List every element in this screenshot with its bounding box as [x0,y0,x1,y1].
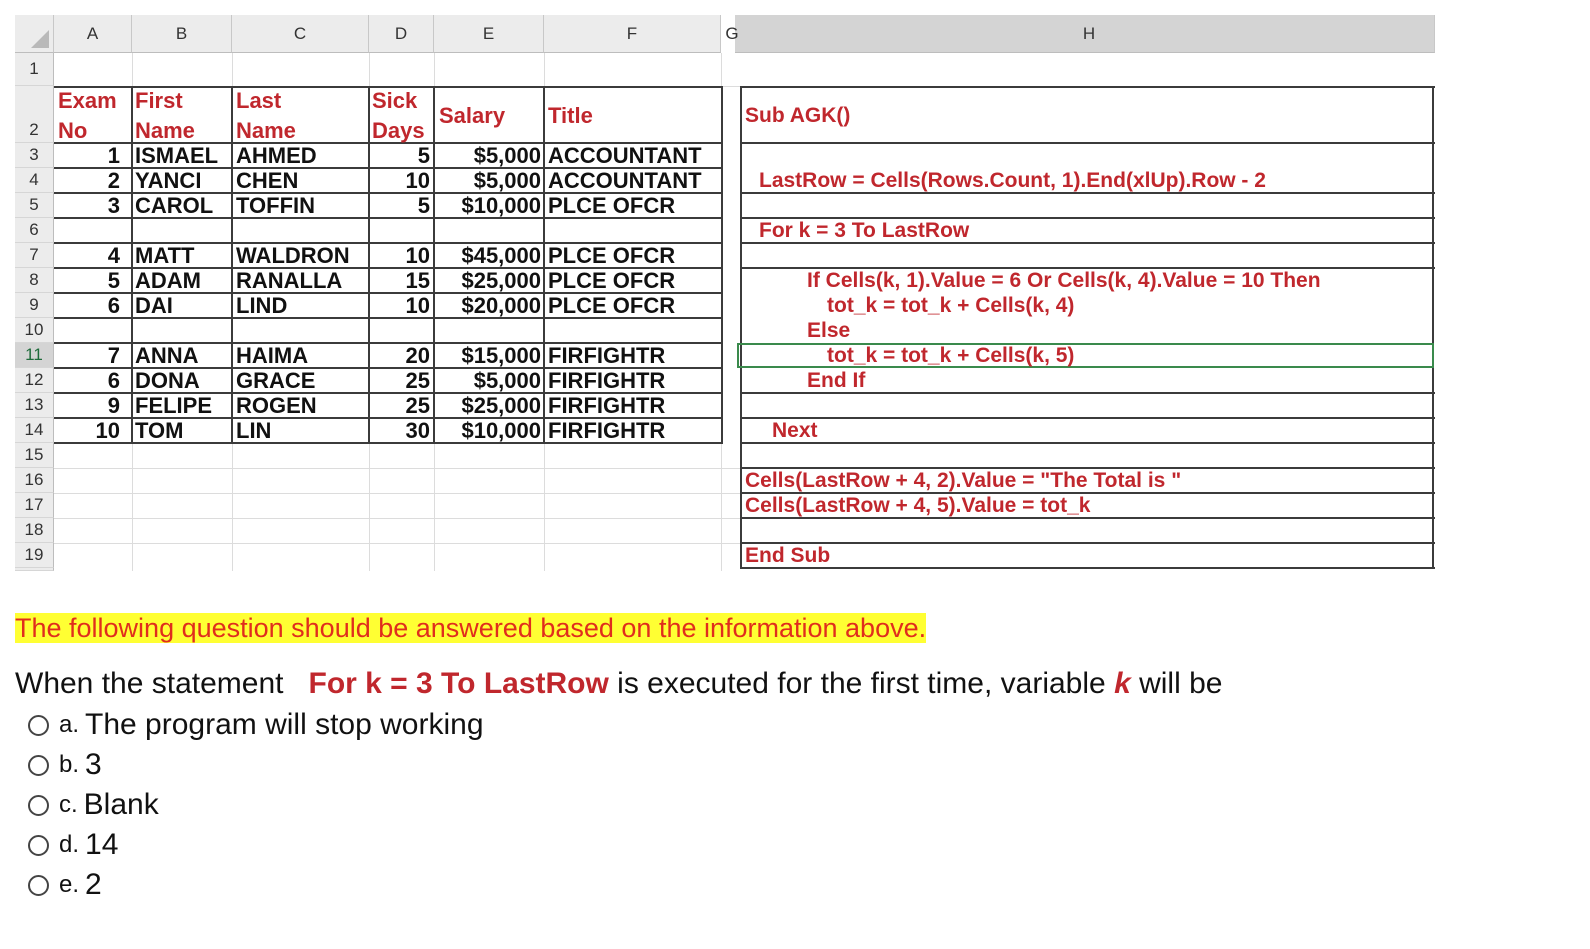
option-d-text: 14 [85,828,119,861]
cell-last-name: WALDRON [236,243,350,268]
row-header-7: 7 [15,243,54,268]
row-header-9: 9 [15,293,54,318]
prompt-code: For k = 3 To LastRow [308,667,609,700]
column-header-h: H [1082,24,1096,43]
code-box-border [740,417,1435,419]
cell-sick-days: 10 [405,243,430,268]
header-first-line1: First [135,88,183,113]
cell-salary: $25,000 [461,268,541,293]
code-box-border [740,86,1435,88]
option-c-letter: c. [59,791,78,818]
code-box-border [740,86,742,569]
cell-last-name: HAIMA [236,343,309,368]
option-b-letter: b. [59,751,80,778]
cell-sick-days: 10 [405,293,430,318]
cell-title: PLCE OFCR [548,268,676,293]
code-box-border [740,542,1435,544]
row-header-18: 18 [15,518,54,543]
column-header-d: D [369,15,434,53]
cell-first-name: DONA [135,368,200,393]
cell-last-name: AHMED [236,143,317,168]
row-header-13: 13 [15,393,54,418]
header-sick-line1: Sick [372,88,418,113]
spreadsheet-image [15,15,1435,571]
cell-sick-days: 15 [405,268,430,293]
cell-exam-no: 5 [107,268,120,293]
table-border [368,86,370,444]
option-c-text: Blank [83,788,159,821]
cell-sick-days: 30 [405,418,430,443]
cell-exam-no: 1 [107,143,120,168]
code-line-tot1: tot_k = tot_k + Cells(k, 4) [827,294,1075,317]
cell-salary: $5,000 [473,368,541,393]
cell-salary: $10,000 [461,193,541,218]
header-last-line1: Last [236,88,282,113]
table-border [721,86,723,444]
cell-last-name: RANALLA [236,268,343,293]
cell-first-name: TOM [135,418,184,443]
cell-first-name: MATT [135,243,195,268]
code-box-border [740,142,1435,144]
cell-sick-days: 25 [405,368,430,393]
row-header-14: 14 [15,418,54,443]
cell-last-name: GRACE [236,368,316,393]
cell-title: FIRFIGHTR [548,343,666,368]
code-line-cells2: Cells(LastRow + 4, 5).Value = tot_k [745,494,1091,517]
radio-c-icon[interactable] [28,795,49,816]
row-header-11: 11 [15,343,54,368]
header-exam-no-line1: Exam [58,88,117,113]
cell-salary: $5,000 [473,143,541,168]
column-header-b: B [132,15,232,53]
row-header-19: 19 [15,543,54,568]
cell-salary: $20,000 [461,293,541,318]
code-line-next: Next [772,419,818,442]
option-b[interactable] [28,748,102,782]
cell-last-name: CHEN [236,168,299,193]
option-e-text: 2 [85,868,102,901]
cell-first-name: ADAM [135,268,201,293]
cell-salary: $5,000 [473,168,541,193]
cell-exam-no: 3 [107,193,120,218]
code-line-sub: Sub AGK() [745,104,851,127]
option-e-letter: e. [59,871,80,898]
prompt-end: will be [1139,667,1223,700]
option-d-letter: d. [59,831,80,858]
header-exam-no-line2: No [58,118,88,143]
cell-sick-days: 5 [417,193,430,218]
cell-first-name: DAI [135,293,173,318]
header-last-line2: Name [236,118,296,143]
instruction-text: The following question should be answered based on the information above. [15,613,927,643]
code-line-lastrow: LastRow = Cells(Rows.Count, 1).End(xlUp).Row - 2 [759,169,1266,192]
column-header-g: G [725,24,739,43]
cell-title: ACCOUNTANT [548,143,702,168]
code-line-endif: End If [807,369,866,392]
cell-sick-days: 10 [405,168,430,193]
code-line-cells1: Cells(LastRow + 4, 2).Value = "The Total is " [745,469,1182,492]
code-line-for: For k = 3 To LastRow [759,219,970,242]
option-a[interactable] [28,708,484,742]
cell-last-name: LIND [236,293,288,318]
code-box-border [740,567,1435,569]
cell-first-name: YANCI [135,168,202,193]
header-title: Title [548,103,593,128]
cell-title: ACCOUNTANT [548,168,702,193]
table-border [231,86,233,444]
cell-last-name: ROGEN [236,393,317,418]
cell-title: PLCE OFCR [548,193,676,218]
prompt-mid: is executed for the first time, variable [617,667,1106,700]
cell-first-name: ISMAEL [135,143,219,168]
column-header-c: C [232,15,369,53]
option-d[interactable] [28,828,118,862]
option-a-letter: a. [59,711,80,738]
row-header-8: 8 [15,268,54,293]
row-header-17: 17 [15,493,54,518]
row-header-10: 10 [15,318,54,343]
cell-first-name: CAROL [135,193,214,218]
column-header-a: A [54,15,132,53]
cell-title: FIRFIGHTR [548,393,666,418]
option-a-text: The program will stop working [85,708,484,741]
cell-title: FIRFIGHTR [548,368,666,393]
cell-first-name: ANNA [135,343,199,368]
radio-d-icon[interactable] [28,835,49,856]
row-header-20-partial [15,568,54,571]
row-header-16: 16 [15,468,54,493]
cell-exam-no: 6 [107,293,120,318]
cell-exam-no: 10 [95,418,120,443]
cell-title: PLCE OFCR [548,243,676,268]
cell-sick-days: 5 [417,143,430,168]
cell-sick-days: 20 [405,343,430,368]
table-border [131,86,133,444]
cell-exam-no: 6 [107,368,120,393]
cell-last-name: LIN [236,418,272,443]
cell-last-name: TOFFIN [236,193,316,218]
table-border [433,86,435,444]
code-line-tot2: tot_k = tot_k + Cells(k, 5) [827,344,1075,367]
cell-exam-no: 2 [107,168,120,193]
option-e[interactable] [28,868,102,902]
question-prompt [15,667,1222,701]
prompt-start: When the statement [15,667,284,700]
cell-title: PLCE OFCR [548,293,676,318]
cell-sick-days: 25 [405,393,430,418]
row-header-1: 1 [15,53,54,86]
cell-exam-no: 9 [107,393,120,418]
option-c[interactable] [28,788,159,822]
code-line-endsub: End Sub [745,544,831,567]
select-all-corner [15,15,54,53]
header-salary: Salary [439,103,506,128]
cell-salary: $25,000 [461,393,541,418]
cell-salary: $45,000 [461,243,541,268]
radio-a-icon[interactable] [28,715,49,736]
cell-salary: $15,000 [461,343,541,368]
cell-exam-no: 7 [107,343,120,368]
cell-first-name: FELIPE [135,393,213,418]
row-header-4: 4 [15,168,54,193]
header-first-line2: Name [135,118,195,143]
row-header-3: 3 [15,143,54,168]
row-header-2: 2 [15,86,54,143]
radio-e-icon[interactable] [28,875,49,896]
row-header-12: 12 [15,368,54,393]
code-line-if: If Cells(k, 1).Value = 6 Or Cells(k, 4).Value = 10 Then [807,269,1321,292]
code-box-border [1432,86,1434,569]
option-b-text: 3 [85,748,102,781]
cell-salary: $10,000 [461,418,541,443]
radio-b-icon[interactable] [28,755,49,776]
code-line-else: Else [807,319,851,342]
table-border [543,86,545,444]
column-header-e: E [434,15,544,53]
row-header-15: 15 [15,443,54,468]
prompt-variable: k [1114,667,1131,700]
code-box-border [740,442,1435,444]
row-header-6: 6 [15,218,54,243]
cell-exam-no: 4 [107,243,120,268]
row-header-5: 5 [15,193,54,218]
cell-title: FIRFIGHTR [548,418,666,443]
header-sick-line2: Days [372,118,425,143]
column-header-f: F [544,15,721,53]
